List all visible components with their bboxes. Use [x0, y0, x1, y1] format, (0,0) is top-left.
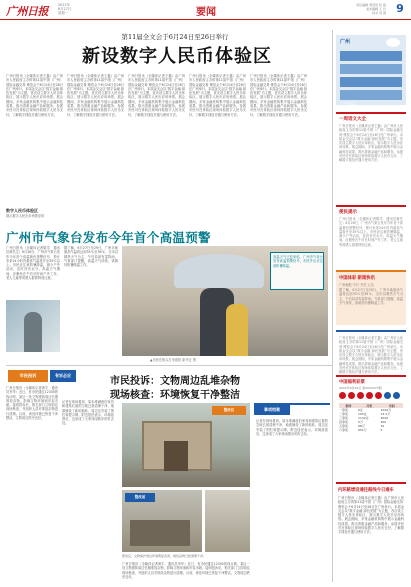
photo-tag-before-label: 整改前 [134, 495, 146, 499]
complaint-sidebar-body: 记者在现场看到，原本堆满废旧家具和建筑垃圾的空地已被清理干净，地面铺设了新的地砖，周边还安装了围栏和提示牌。附近居民表示，环境改善后，这里成了大家休闲散步的好去处。 [256, 419, 328, 436]
table-cell: 一等奖 [339, 408, 349, 412]
table-cell: 5万 [358, 420, 363, 424]
lottery-ball [366, 392, 373, 399]
table-cell: 98万 [358, 424, 365, 428]
editor-line: 校对 刘 国 [372, 10, 386, 15]
masthead [0, 0, 411, 20]
lottery-ball [375, 392, 382, 399]
table-cell: 200 [380, 420, 387, 424]
weather-row [340, 51, 402, 61]
sidebar-box-4 [336, 330, 406, 375]
photo-tag-before [125, 493, 155, 502]
bottom-news [336, 482, 406, 582]
heat-caption-box [270, 252, 324, 290]
sidebar-box-body: 广州日报讯（全媒体记者王鑫）由广州市人民政府主办的第11届中国（广州）国际金融交易·博览会于6月24日至26日在广州举行。本届金交会以“数字金融 绿色发展”为主题，首次设立数字人民币体验区，展示数字人民币应用场景。展会期间，多家金融机构集中展示金融科技成果，推出普惠金融产品和服务。参展市民可在体验区现场体验数字人民币支付，了解数字钱包开通与使用方法。 [339, 124, 403, 163]
logo: 广州日报 [6, 5, 48, 18]
table-row [339, 428, 403, 432]
bottom-news-body: 广州日报讯（全媒体记者王鑫）由广州市人民政府主办的第11届中国（广州）国际金融交易·博览会于6月24日至26日在广州举行。本届金交会以“数字金融 绿色发展”为主题，首次设立数字人民币体验区，展示数字人民币应用场景。展会期间，多家金融机构集中展示金融科技成果，推出普惠金融产品和服务。参展市民可在体验区现场体验数字人民币支付，了解数字钱包开通与使用方法。 [338, 496, 404, 535]
complaint-photo-before [122, 490, 202, 552]
heat-body-col1: 广州日报讯（全媒体记者陈学、通讯员黄先生）6月26日，广州市气象台发布今年首个高温黄色预警信号，预计未来24小时内最高气温将升至35℃以上。市民应注意防暑降温，减少户外活动，及时补充水分。高温天气期间，应避免在午后长时间户外工作，老人儿童等易感人群需特别注意。 [6, 246, 60, 281]
complaint-sidebar-tag [254, 405, 290, 415]
table-cell: 6注 [358, 408, 363, 412]
table-cell: 105注 [358, 412, 367, 416]
lottery-table [339, 403, 403, 432]
masthead-date [58, 3, 71, 15]
complaint-brand-label: 市民投诉 [19, 373, 37, 378]
heat-photo-caption: ▲市民在街头打伞遮阳 新华社 图 [150, 358, 196, 362]
table-cell: 四等奖 [339, 420, 349, 424]
sidebar-box-4-body: 广州日报讯（全媒体记者王鑫）由广州市人民政府主办的第11届中国（广州）国际金融交易·博览会于6月24日至26日在广州举行。本届金交会以“数字金融 绿色发展”为主题，首次设立数字人民币体验区，展示数字人民币应用场景。展会期间，多家金融机构集中展示金融科技成果，推出普惠金融产品和服务。参展市民可在体验区现场体验数字人民币支付，了解数字钱包开通与使用方法。 [339, 336, 403, 375]
umbrella [174, 254, 264, 288]
complaint-headline-2: 现场核查：环境恢复干净整洁 [110, 390, 240, 401]
complaint-body-col2: 记者在现场看到，原本堆满废旧家具和建筑垃圾的空地已被清理干净，地面铺设了新的地砖，周边还安装了围栏和提示牌。附近居民表示，环境改善后，这里成了大家休闲散步的好去处。 [62, 400, 114, 426]
section-title: 要闻 [196, 7, 216, 18]
sidebar-box-2-body: 广州日报讯（全媒体记者陈学、通讯员黄先生）6月26日，广州市气象台发布今年首个高温黄色预警信号，预计未来24小时内最高气温将升至35℃以上。市民应注意防暑降温，减少户外活动，及时补充水分。高温天气期间，应避免在午后长时间户外工作，老人儿童等易感人群需特别注意。 [339, 217, 403, 247]
gate [164, 441, 188, 471]
lottery-ball [384, 392, 391, 399]
table-cell: 二等奖 [339, 412, 349, 416]
complaint-body-col1: 广州日报讯（全媒体记者黄宇、通讯员李华）近日，有市民通过12345热线反映，某区一处文物建筑周边长期堆放杂物，影响文物环境和市容市貌。接到投诉后，相关部门立即前往现场核查，并组织人员对堆放杂物进行清理。目前，该处环境已恢复干净整洁，文物周边秩序良好。 [6, 386, 58, 421]
complaint-headline-1: 市民投诉：文物周边乱堆杂物 [110, 376, 240, 387]
lead-body-col4: 广州日报讯（全媒体记者王鑫）由广州市人民政府主办的第11届中国（广州）国际金融交易·博览会于6月24日至26日在广州举行。本届金交会以“数字金融 绿色发展”为主题，首次设立数字人民币体验区，展示数字人民币应用场景。展会期间，多家金融机构集中展示金融科技成果，推出普惠金融产品和服务。参展市民可在体验区现场体验数字人民币支付，了解数字钱包开通与使用方法。 [189, 74, 246, 117]
heat-body-col2: 据了解，6月27日至29日，广州多地最高气温将达到35℃至36℃，全市以晴热天气为主，午后局部有雷阵雨。气象部门提醒，高温天气持续，请做好防暑降温工作。 [64, 246, 118, 268]
heat-photo [122, 246, 328, 356]
divider [332, 30, 333, 582]
sidebar-box-3-sub: 广州晚报·今日 开奖 公告 [339, 283, 374, 287]
table-cell: 5 [380, 428, 383, 432]
sidebar-box-3 [336, 270, 406, 325]
lottery-ball [348, 392, 355, 399]
complaint-brand [8, 370, 48, 382]
table-cell: 10 [380, 424, 385, 428]
lottery-sub: 2022年6月26日 第2022073期 [339, 386, 382, 390]
lottery-table-header-cell: 期号 [345, 403, 352, 408]
lottery-ball [393, 392, 400, 399]
weather-title: 广州 [340, 39, 351, 45]
divider [6, 365, 332, 366]
table-cell: 三等奖 [339, 416, 349, 420]
weather-icon [386, 38, 400, 47]
photo-tag-after [212, 406, 246, 415]
sidebar-box-2-title: 便民提示 [339, 210, 357, 215]
heat-headline: 广州市气象台发布今年首个高温预警 [6, 230, 211, 245]
date-line: 星期一 [58, 11, 69, 15]
lottery-table-header-cell: 号码 [388, 403, 395, 408]
complaint-body-col3: 广州日报讯（全媒体记者黄宇、通讯员李华）近日，有市民通过12345热线反映，某区一处文物建筑周边长期堆放杂物，影响文物环境和市容市貌。接到投诉后，相关部门立即前往现场核查，并组织人员对堆放杂物进行清理。目前，该处环境已恢复干净整洁，文物周边秩序良好。 [122, 562, 250, 579]
weather-row [340, 64, 402, 74]
sidebar-box-3-body: 据了解，6月27日至29日，广州多地最高气温将达到35℃至36℃，全市以晴热天气为主，午后局部有雷阵雨。气象部门提醒，高温天气持续，请做好防暑降温工作。 [339, 288, 403, 305]
table-cell: 五等奖 [339, 424, 349, 428]
weather-row [340, 77, 402, 87]
table-cell: 3000 [380, 416, 389, 420]
table-cell: 1000万 [380, 408, 392, 412]
clutter [130, 520, 190, 546]
bottom-news-headline: 内环路增设通往路线今日通车 [338, 488, 394, 493]
sidebar-box-title: 一周语文大全 [339, 117, 366, 122]
lead-subhead: 数字人民币体验区 [6, 208, 38, 213]
lead-body-col1: 广州日报讯（全媒体记者王鑫）由广州市人民政府主办的第11届中国（广州）国际金融交易·博览会于6月24日至26日在广州举行。本届金交会以“数字金融 绿色发展”为主题，首次设立数字人民币体验区，展示数字人民币应用场景。展会期间，多家金融机构集中展示金融科技成果，推出普惠金融产品和服务。参展市民可在体验区现场体验数字人民币支付，了解数字钱包开通与使用方法。 [6, 74, 63, 117]
table-cell: 13.2万 [380, 412, 391, 416]
date-line: 2022年 [58, 3, 71, 7]
complaint-tag-label: 有诉必应 [55, 373, 71, 378]
lead-subhead-2: 展示数字人民币多场景应用 [6, 214, 45, 218]
complaint-tag [50, 370, 76, 382]
complaint-photo-after [122, 403, 250, 487]
sidebar-box-2 [336, 205, 406, 265]
page-number: 9 [396, 2, 404, 15]
lottery-balls [339, 392, 403, 400]
lead-kicker: 第11届全文会于6月24日至26日举行 [121, 33, 229, 41]
heat-inline-image [6, 300, 60, 352]
table-cell: 1132注 [358, 416, 369, 420]
lottery-ball [357, 392, 364, 399]
lottery-box [336, 375, 406, 475]
weather-row-label: 空气质量 [342, 102, 356, 106]
sidebar-box-1 [336, 112, 406, 197]
lead-body-col5: 广州日报讯（全媒体记者王鑫）由广州市人民政府主办的第11届中国（广州）国际金融交易·博览会于6月24日至26日在广州举行。本届金交会以“数字金融 绿色发展”为主题，首次设立数字人民币体验区，展示数字人民币应用场景。展会期间，多家金融机构集中展示金融科技成果，推出普惠金融产品和服务。参展市民可在体验区现场体验数字人民币支付，了解数字钱包开通与使用方法。 [250, 74, 307, 117]
table-cell: 六等奖 [339, 428, 349, 432]
lottery-ball [339, 392, 346, 399]
complaint-sidebar-tag-label: 事项档案 [264, 407, 280, 412]
lead-body-col1b [6, 178, 63, 208]
date-line: 6月27日 [58, 7, 72, 11]
table-cell: 651万 [358, 428, 367, 432]
person-child [226, 304, 248, 356]
lead-headline: 新设数字人民币体验区 [82, 46, 272, 67]
complaint-photo-before-2 [205, 490, 250, 552]
weather-row [340, 90, 402, 106]
lead-body-col2: 广州日报讯（全媒体记者王鑫）由广州市人民政府主办的第11届中国（广州）国际金融交易·博览会于6月24日至26日在广州举行。本届金交会以“数字金融 绿色发展”为主题，首次设立数字人民币体验区，展示数字人民币应用场景。展会期间，多家金融机构集中展示金融科技成果，推出普惠金融产品和服务。参展市民可在体验区现场体验数字人民币支付，了解数字钱包开通与使用方法。 [67, 74, 124, 117]
lottery-table-header-cell: 开奖 [366, 403, 373, 408]
editor-line: 美术编辑 王 丹 [366, 6, 386, 11]
editor-credits [336, 4, 386, 15]
complaint-photo-caption: 整改后，文物保护周边环境明显改善，堆放杂物已经清理干净。 [122, 554, 207, 558]
heat-caption-text: 高温天气已经来临，广州市气象台发布高温预警信号，市民外出应注意防暑降温。 [273, 255, 323, 268]
person-silhouette [24, 312, 42, 352]
editor-line: 责任编辑 周安然 彭 娟 [356, 3, 386, 7]
complaint-sidebar [254, 403, 330, 583]
photo-tag-after-label: 整改后 [223, 408, 235, 412]
sidebar-box-3-title: 中国体彩 新闻快讯 [339, 276, 375, 281]
lottery-title: 中国福利彩票 [339, 380, 365, 385]
weather-box [336, 35, 406, 105]
lottery-table-header [339, 403, 403, 408]
lead-body-col3: 广州日报讯（全媒体记者王鑫）由广州市人民政府主办的第11届中国（广州）国际金融交易·博览会于6月24日至26日在广州举行。本届金交会以“数字金融 绿色发展”为主题，首次设立数字人民币体验区，展示数字人民币应用场景。展会期间，多家金融机构集中展示金融科技成果，推出普惠金融产品和服务。参展市民可在体验区现场体验数字人民币支付，了解数字钱包开通与使用方法。 [128, 74, 185, 117]
